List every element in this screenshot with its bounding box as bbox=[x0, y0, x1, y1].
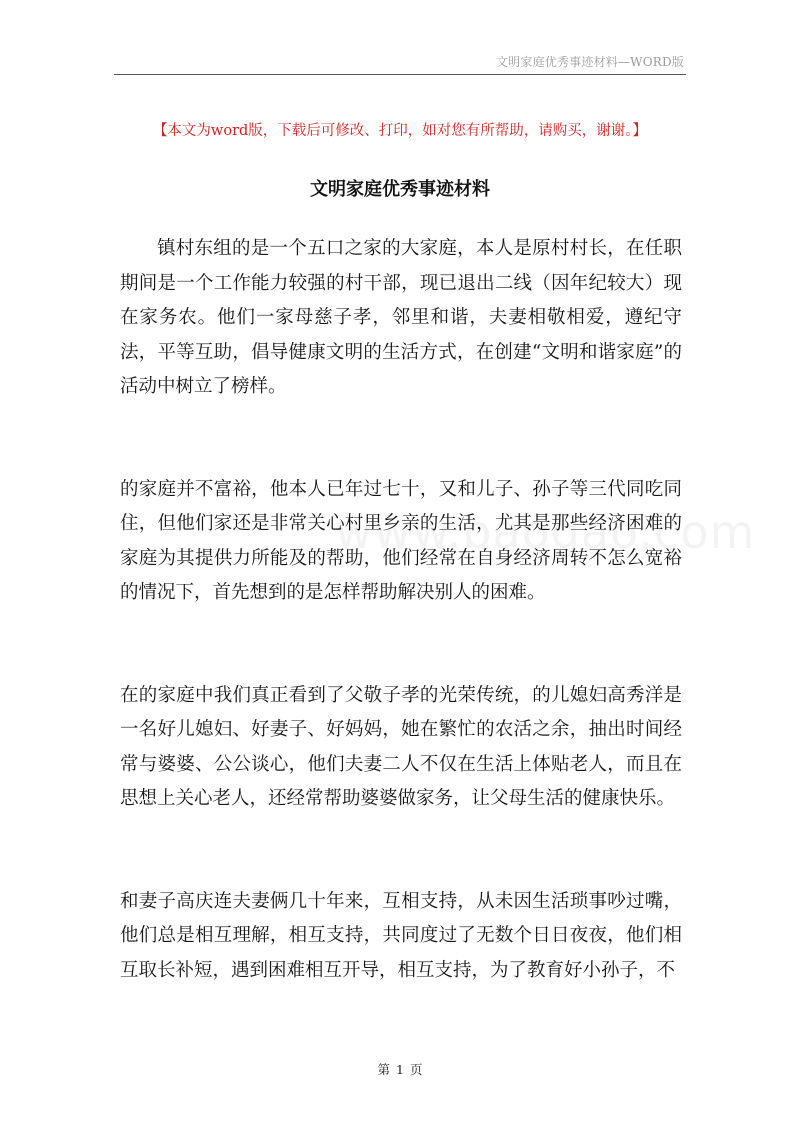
paragraph-4: 和妻子高庆连夫妻俩几十年来，互相支持，从未因生活琐事吵过嘴，他们总是相互理解，相互支持，共同度过了无数个日日夜夜，他们相互取长补短，遇到困难相互开导，相互支持，为了教育好小孙子，不 bbox=[120, 890, 682, 981]
running-header: 文明家庭优秀事迹材料—WORD版 bbox=[495, 55, 684, 69]
paragraph-1: 镇村东组的是一个五口之家的大家庭，本人是原村村长，在任职期间是一个工作能力较强的村干部，现已退出二线（因年纪较大）现在家务农。他们一家母慈子孝，邻里和谐，夫妻相敬相爱，遵纪守法，平等互助，倡导健康文明的生活方式，在创建“文明和谐家庭”的活动中树立了榜样。 bbox=[120, 238, 682, 397]
document-title: 文明家庭优秀事迹材料 bbox=[310, 179, 490, 200]
paragraph-gap bbox=[120, 405, 682, 473]
paragraph-gap bbox=[120, 817, 682, 885]
paragraph-gap bbox=[120, 611, 682, 679]
download-notice: 【本文为word版，下载后可修改、打印，如对您有所帮助，请购买，谢谢。】 bbox=[152, 123, 648, 139]
document-body bbox=[120, 232, 682, 988]
page-number: 1 bbox=[396, 1062, 404, 1077]
paragraph-3: 在的家庭中我们真正看到了父敬子孝的光荣传统，的儿媳妇高秀洋是一名好儿媳妇、好妻子、好妈妈，她在繁忙的农活之余，抽出时间经常与婆婆、公公谈心，他们夫妻二人不仅在生活上体贴老人，而且在思想上关心老人，还经常帮助婆婆做家务，让父母生活的健康快乐。 bbox=[120, 684, 682, 809]
page-footer bbox=[0, 1060, 800, 1078]
paragraph-2: 的家庭并不富裕，他本人已年过七十，又和儿子、孙子等三代同吃同住，但他们家还是非常关心村里乡亲的生活，尤其是那些经济困难的家庭为其提供力所能及的帮助，他们经常在自身经济周转不怎么宽裕的情况下，首先想到的是怎样帮助解决别人的困难。 bbox=[120, 478, 682, 603]
page-prefix: 第 bbox=[377, 1062, 391, 1077]
header-divider bbox=[114, 74, 686, 75]
page-suffix: 页 bbox=[409, 1062, 423, 1077]
